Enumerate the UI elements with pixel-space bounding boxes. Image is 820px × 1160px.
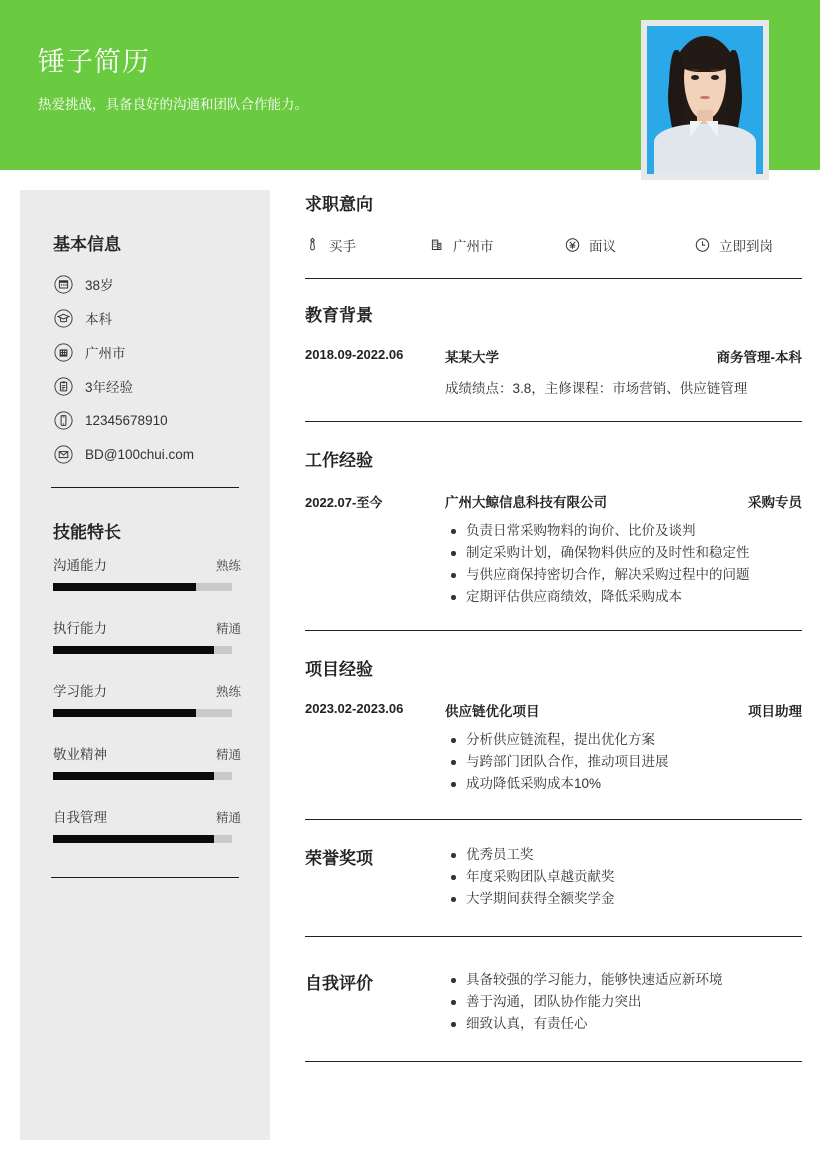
photo-collar-right bbox=[706, 121, 718, 138]
skill-progress-track bbox=[53, 583, 232, 591]
list-item: 与供应商保持密切合作，解决采购过程中的问题 bbox=[445, 564, 802, 586]
skill-progress-fill bbox=[53, 772, 214, 780]
list-item: 大学期间获得全额奖学金 bbox=[445, 888, 802, 910]
skill-progress-fill bbox=[53, 835, 214, 843]
skill-name: 学习能力 bbox=[53, 684, 107, 699]
basic-info-value: 广州市 bbox=[85, 346, 126, 361]
section-title: 自我评价 bbox=[305, 974, 373, 993]
school-name: 某某大学 bbox=[445, 350, 499, 365]
photo-shirt bbox=[654, 124, 756, 174]
education-entry bbox=[305, 346, 802, 397]
list-item: 与跨部门团队合作，推动项目进展 bbox=[445, 751, 802, 773]
skill-level: 精通 bbox=[215, 622, 241, 636]
skill-name: 自我管理 bbox=[53, 810, 107, 825]
list-item: 优秀员工奖 bbox=[445, 844, 802, 866]
job-intent-value: 立即到岗 bbox=[719, 239, 773, 254]
list-item bbox=[53, 743, 241, 780]
skill-name: 敬业精神 bbox=[53, 747, 107, 762]
id-photo bbox=[647, 26, 763, 174]
mail-icon bbox=[53, 444, 73, 464]
entry-date: 2023.02-2023.06 bbox=[305, 701, 404, 716]
list-item bbox=[53, 617, 241, 654]
avatar bbox=[641, 20, 769, 180]
job-intent-value: 买手 bbox=[329, 239, 356, 254]
section-divider bbox=[305, 819, 802, 820]
clipboard-icon bbox=[53, 376, 73, 396]
section-work-experience bbox=[305, 422, 802, 631]
section-divider bbox=[305, 1061, 802, 1062]
work-bullet-list bbox=[445, 520, 802, 608]
list-item: 细致认真，有责任心 bbox=[445, 1013, 802, 1035]
skill-progress-track bbox=[53, 835, 232, 843]
awards-bullet-list bbox=[445, 844, 802, 910]
header-subtitle: 热爱挑战，具备良好的沟通和团队合作能力。 bbox=[38, 97, 308, 112]
list-item bbox=[429, 235, 565, 255]
section-divider bbox=[305, 936, 802, 937]
list-item: 定期评估供应商绩效，降低采购成本 bbox=[445, 586, 802, 608]
section-title: 项目经验 bbox=[305, 660, 373, 679]
section-self-evaluation bbox=[305, 969, 802, 1062]
list-item: 制定采购计划，确保物料供应的及时性和稳定性 bbox=[445, 542, 802, 564]
skill-progress-fill bbox=[53, 583, 196, 591]
building-icon bbox=[53, 342, 73, 362]
project-name: 供应链优化项目 bbox=[445, 704, 540, 719]
skill-level: 精通 bbox=[215, 811, 241, 825]
job-intent-value: 面议 bbox=[589, 239, 616, 254]
job-intent-value: 广州市 bbox=[453, 239, 494, 254]
photo-hair-right bbox=[726, 50, 741, 136]
sidebar-divider bbox=[51, 487, 239, 488]
project-entry bbox=[305, 700, 802, 795]
skill-progress-track bbox=[53, 772, 232, 780]
basic-info-list bbox=[53, 267, 243, 471]
photo-collar-left bbox=[690, 121, 702, 138]
clock-icon bbox=[695, 237, 710, 253]
skill-progress-track bbox=[53, 709, 232, 717]
building-icon bbox=[429, 237, 444, 253]
list-item bbox=[53, 301, 243, 335]
entry-date: 2018.09-2022.06 bbox=[305, 347, 404, 362]
list-item: 负责日常采购物料的询价、比价及谈判 bbox=[445, 520, 802, 542]
skill-name: 沟通能力 bbox=[53, 558, 107, 573]
section-project-experience bbox=[305, 631, 802, 820]
list-item bbox=[565, 235, 695, 255]
basic-info-title: 基本信息 bbox=[53, 235, 121, 254]
sidebar-divider bbox=[51, 877, 239, 878]
entry-date: 2022.07-至今 bbox=[305, 495, 383, 510]
list-item bbox=[305, 235, 429, 255]
graduation-cap-icon bbox=[53, 308, 73, 328]
basic-info-value: 本科 bbox=[85, 312, 112, 327]
sidebar bbox=[20, 190, 270, 1140]
education-note: 成绩绩点：3.8，主修课程：市场营销、供应链管理 bbox=[445, 381, 748, 396]
list-item bbox=[53, 680, 241, 717]
skill-progress-fill bbox=[53, 709, 196, 717]
skills-title: 技能特长 bbox=[53, 523, 121, 542]
calendar-icon bbox=[53, 274, 73, 294]
self-eval-bullet-list bbox=[445, 969, 802, 1035]
header-banner bbox=[0, 0, 820, 170]
phone-icon bbox=[53, 410, 73, 430]
basic-info-value: 38岁 bbox=[85, 278, 114, 293]
basic-info-value: BD@100chui.com bbox=[85, 446, 195, 462]
photo-hair-left bbox=[669, 50, 684, 136]
company-name: 广州大鲸信息科技有限公司 bbox=[445, 495, 607, 510]
major-degree: 商务管理-本科 bbox=[716, 350, 802, 365]
basic-info-value: 12345678910 bbox=[85, 412, 168, 428]
skill-level: 熟练 bbox=[215, 685, 241, 699]
list-item bbox=[695, 235, 773, 255]
skill-name: 执行能力 bbox=[53, 621, 107, 636]
list-item: 具备较强的学习能力，能够快速适应新环境 bbox=[445, 969, 802, 991]
list-item: 分析供应链流程，提出优化方案 bbox=[445, 729, 802, 751]
project-bullet-list bbox=[445, 729, 802, 795]
list-item bbox=[53, 335, 243, 369]
list-item bbox=[53, 369, 243, 403]
list-item bbox=[53, 806, 241, 843]
skills-list bbox=[53, 554, 241, 869]
skill-progress-track bbox=[53, 646, 232, 654]
section-title: 求职意向 bbox=[305, 195, 373, 214]
section-title: 教育背景 bbox=[305, 306, 373, 325]
list-item bbox=[53, 437, 243, 471]
photo-eye-right bbox=[711, 75, 719, 80]
section-job-intent bbox=[305, 190, 802, 279]
job-role: 采购专员 bbox=[748, 495, 802, 510]
yen-icon bbox=[565, 237, 580, 253]
list-item bbox=[53, 267, 243, 301]
section-title: 荣誉奖项 bbox=[305, 849, 373, 868]
skill-level: 熟练 bbox=[215, 559, 241, 573]
skill-progress-fill bbox=[53, 646, 214, 654]
list-item: 成功降低采购成本10% bbox=[445, 773, 802, 795]
photo-eye-left bbox=[691, 75, 699, 80]
list-item: 年度采购团队卓越贡献奖 bbox=[445, 866, 802, 888]
section-awards bbox=[305, 844, 802, 937]
main-content bbox=[305, 190, 802, 1062]
section-education bbox=[305, 279, 802, 422]
list-item bbox=[53, 554, 241, 591]
project-role: 项目助理 bbox=[748, 704, 802, 719]
tie-icon bbox=[305, 237, 320, 253]
basic-info-value: 3年经验 bbox=[85, 380, 134, 395]
skill-level: 精通 bbox=[215, 748, 241, 762]
page-title: 锤子简历 bbox=[38, 47, 150, 77]
list-item bbox=[53, 403, 243, 437]
section-title: 工作经验 bbox=[305, 451, 373, 470]
work-entry bbox=[305, 491, 802, 608]
list-item: 善于沟通，团队协作能力突出 bbox=[445, 991, 802, 1013]
job-intent-list bbox=[305, 235, 802, 255]
